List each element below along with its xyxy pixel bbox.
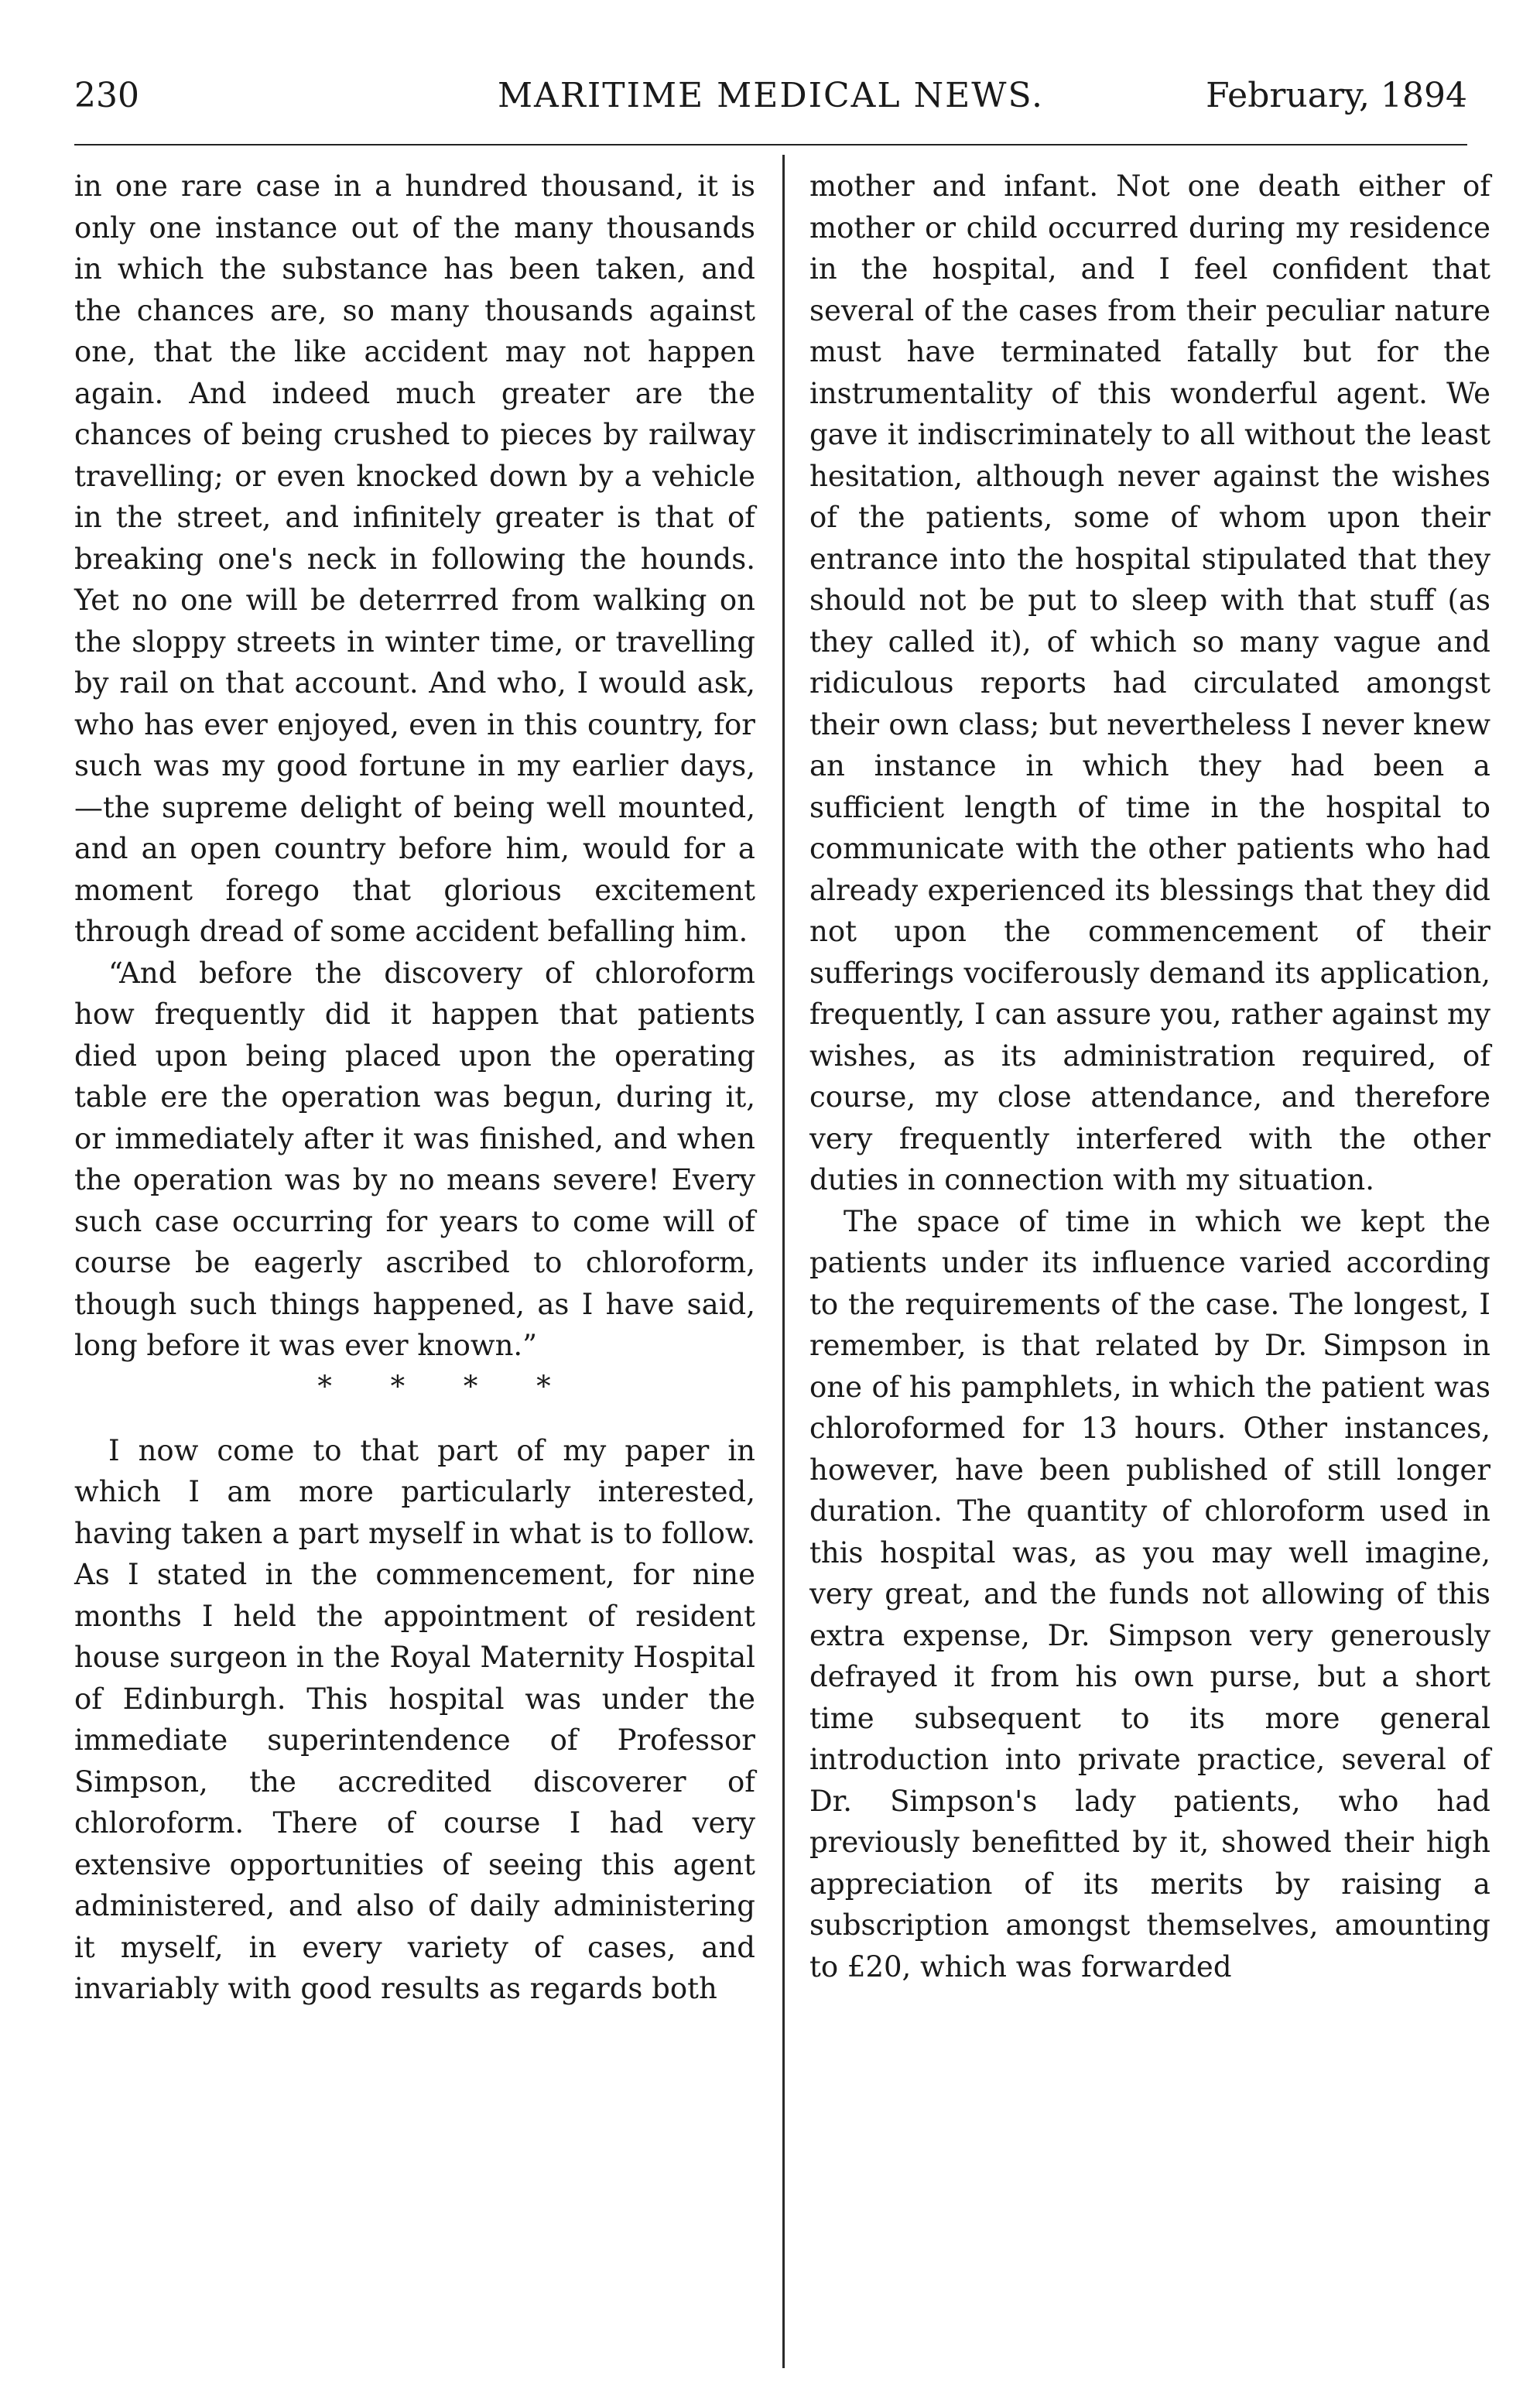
paragraph: mother and infant. Not one death either of mother or child occurred during my residence in the hospital, and I feel confident that several of the cases from their peculiar nature must have terminated fatally but for the instrumentality of this wonderful agent. We gave it indiscriminately to all without the least hesitation, although never against the wishes of the patients, some of whom upon their entrance into the hospital stipulated that they should not be put to sleep with that stuff (as they called it), of which so many vague and ridiculous reports had circulated amongst their own class; but nevertheless I never knew an instance in which they had been a sufficient length of time in the hospital to communicate with the other patients who had already experienced its blessings that they did not upon the commencement of their sufferings vociferously demand its application, frequently, I can assure you, rather against my wishes, as its administration required, of course, my close attendance, and therefore very frequently interfered with the other duties in connection with my situation. [809,169,1490,1196]
left-column [74,166,755,2010]
header-rule [74,144,1467,145]
paragraph: “And before the discovery of chloroform how frequently did it happen that patients died upon being placed upon the operating table ere the operation was begun, during it, or immediately after it was finished, and when the operation was by no means severe! Every such case occurring for years to come will of course be eagerly ascribed to chloroform, though such things happened, as I have said, long before it was ever known.” [74,956,755,1362]
page-header [74,71,1467,121]
paragraph: in one rare case in a hundred thousand, it is only one instance out of the many thousands in which the substance has been taken, and the chances are, so many thousands against one, that the like accident may not happen again. And indeed much greater are the chances of being crushed to pieces by railway travelling; or even knocked down by a vehicle in the street, and infinitely greater is that of breaking one's neck in following the hounds. Yet no one will be deterrred from walking on the sloppy streets in winter time, or travelling by rail on that account. And who, I would ask, who has ever enjoyed, even in this country, for such was my good fortune in my earlier days,—the supreme delight of being well mounted, and an open country before him, would for a moment forego that glorious excitement through dread of some accident befalling him. [74,169,755,948]
right-column [809,166,1490,1987]
paragraph: I now come to that part of my paper in which I am more particularly interested, having taken a part myself in what is to follow. As I stated in the commencement, for nine months I held the appointment of resident house surgeon in the Royal Maternity Hospital of Edinburgh. This hospital was under the immediate superintendence of Professor Simpson, the accredited discoverer of chloroform. There of course I had very extensive opportunities of seeing this agent administered, and also of daily administering it myself, in every variety of cases, and invariably with good results as regards both [74,1433,755,2005]
paragraph: The space of time in which we kept the patients under its influence varied according to the requirements of the case. The longest, I remember, is that related by Dr. Simpson in one of his pamphlets, in which the patient was chloroformed for 13 hours. Other instances, however, have been published of still longer duration. The quantity of chloroform used in this hospital was, as you may well imagine, very great, and the funds not allowing of this extra expense, Dr. Simpson very generously defrayed it from his own purse, but a short time subsequent to its more general introduction into private practice, several of Dr. Simpson's lady patients, who had previously benefitted by it, showed their high appreciation of its merits by raising a subscription amongst themselves, amounting to £20, which was forwarded [809,1204,1490,1984]
page-number: 230 [74,76,139,115]
section-separator: * * * * [317,1369,551,1403]
issue-date: February, 1894 [1206,76,1467,115]
column-divider [782,155,785,2368]
journal-title: MARITIME MEDICAL NEWS. [497,76,1045,115]
